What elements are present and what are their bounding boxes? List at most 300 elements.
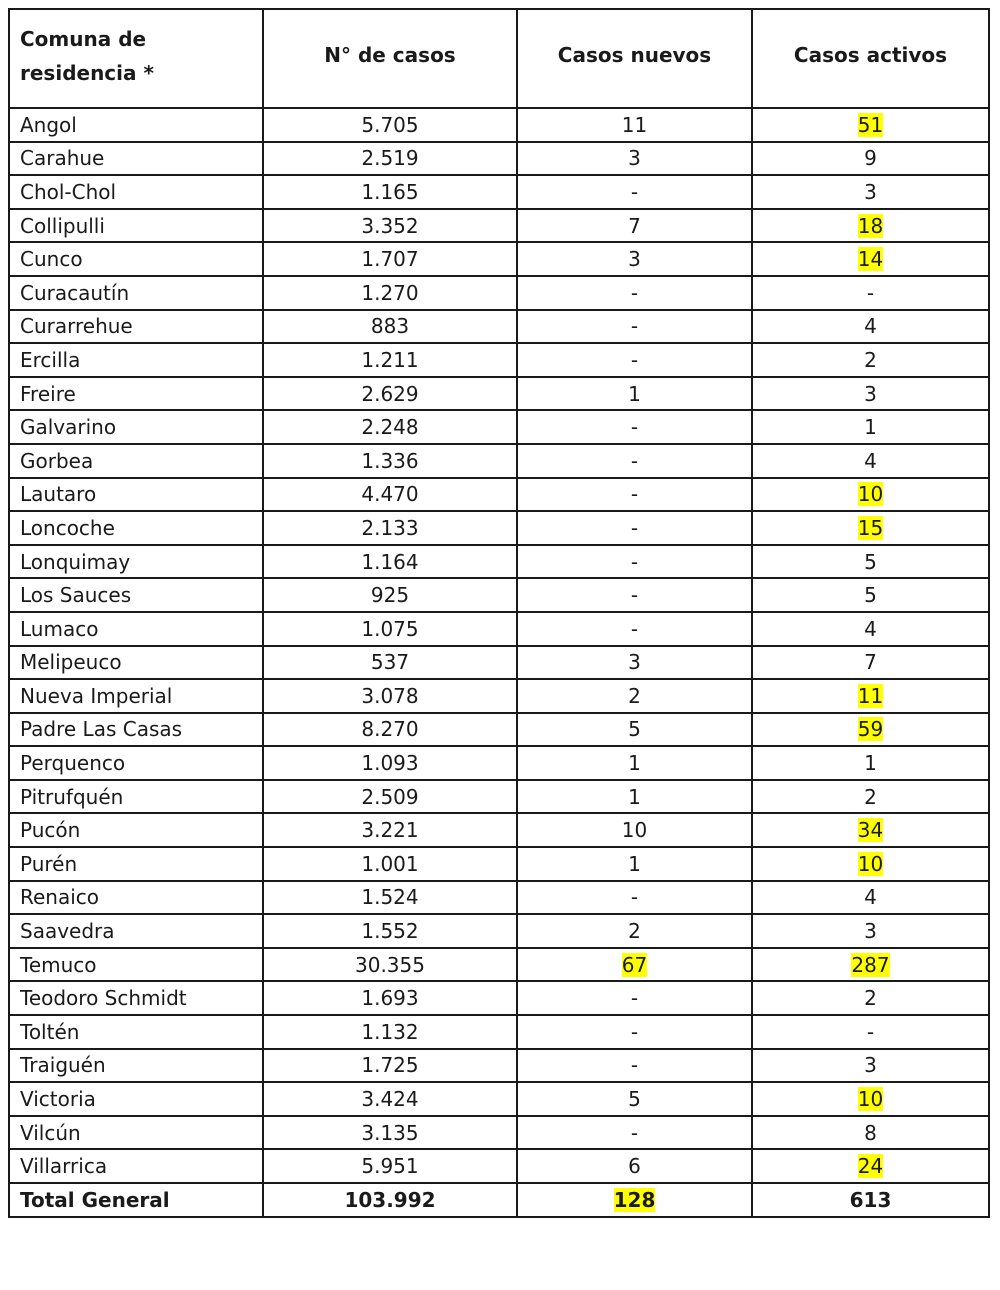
casos-activos-value: 5 — [864, 583, 877, 608]
casos-activos-value: 287 — [851, 952, 890, 977]
n-casos-cell — [263, 276, 517, 310]
n-casos-value: 1.001 — [361, 851, 419, 876]
n-casos-value: 1.164 — [361, 549, 419, 574]
n-casos-cell — [263, 242, 517, 276]
comuna-value: Galvarino — [20, 415, 117, 440]
comuna-value: Villarrica — [20, 1154, 108, 1179]
casos-nuevos-cell — [517, 813, 752, 847]
casos-activos-value: 2 — [864, 347, 877, 372]
casos-activos-cell — [752, 1183, 989, 1217]
comuna-cell — [9, 377, 263, 411]
casos-nuevos-cell — [517, 1183, 752, 1217]
casos-nuevos-value: - — [630, 616, 639, 641]
comuna-value: Nueva Imperial — [20, 683, 173, 708]
comuna-cell — [9, 545, 263, 579]
comuna-cell — [9, 142, 263, 176]
n-casos-value: 3.424 — [361, 1087, 419, 1112]
total-row — [9, 1183, 989, 1217]
table-row — [9, 545, 989, 579]
table-row — [9, 914, 989, 948]
n-casos-cell — [263, 746, 517, 780]
casos-activos-cell — [752, 881, 989, 915]
comuna-cell — [9, 242, 263, 276]
table-row — [9, 746, 989, 780]
casos-activos-cell — [752, 914, 989, 948]
n-casos-cell — [263, 444, 517, 478]
casos-activos-cell — [752, 310, 989, 344]
casos-activos-cell — [752, 813, 989, 847]
table-row — [9, 1116, 989, 1150]
comuna-cell — [9, 881, 263, 915]
comuna-value: Melipeuco — [20, 650, 122, 675]
casos-activos-value: - — [866, 1019, 875, 1044]
casos-activos-value: 14 — [857, 247, 884, 272]
casos-nuevos-value: 2 — [628, 919, 641, 944]
table-row — [9, 209, 989, 243]
comuna-value: Toltén — [20, 1019, 80, 1044]
casos-activos-cell — [752, 780, 989, 814]
comuna-cell — [9, 1116, 263, 1150]
comuna-value: Purén — [20, 851, 78, 876]
comuna-cell — [9, 813, 263, 847]
casos-activos-cell — [752, 1116, 989, 1150]
n-casos-value: 2.133 — [361, 515, 419, 540]
casos-nuevos-cell — [517, 209, 752, 243]
casos-activos-cell — [752, 108, 989, 142]
casos-nuevos-cell — [517, 746, 752, 780]
table-row — [9, 679, 989, 713]
comuna-value: Vilcún — [20, 1120, 81, 1145]
comuna-value: Lumaco — [20, 616, 99, 641]
casos-nuevos-value: 3 — [628, 650, 641, 675]
comuna-cell — [9, 1082, 263, 1116]
comuna-value: Renaico — [20, 885, 100, 910]
table-row — [9, 511, 989, 545]
casos-activos-cell — [752, 444, 989, 478]
table-row — [9, 108, 989, 142]
n-casos-cell — [263, 1082, 517, 1116]
n-casos-value: 2.509 — [361, 784, 419, 809]
comuna-value: Gorbea — [20, 448, 94, 473]
comuna-value: Perquenco — [20, 751, 126, 776]
n-casos-cell — [263, 1015, 517, 1049]
header-row — [9, 9, 989, 108]
casos-activos-value: - — [866, 280, 875, 305]
casos-nuevos-value: 2 — [628, 683, 641, 708]
header-casos-nuevos: Casos nuevos — [517, 9, 752, 108]
casos-nuevos-value: - — [630, 583, 639, 608]
casos-nuevos-value: 1 — [628, 851, 641, 876]
header-casos-activos: Casos activos — [752, 9, 989, 108]
casos-nuevos-cell — [517, 780, 752, 814]
casos-activos-cell — [752, 545, 989, 579]
comuna-cell — [9, 175, 263, 209]
n-casos-cell — [263, 545, 517, 579]
casos-activos-cell — [752, 276, 989, 310]
comuna-cell — [9, 444, 263, 478]
casos-activos-value: 10 — [857, 1087, 884, 1112]
n-casos-cell — [263, 948, 517, 982]
n-casos-value: 8.270 — [361, 717, 419, 742]
n-casos-value: 883 — [370, 314, 410, 339]
table-row — [9, 444, 989, 478]
n-casos-cell — [263, 847, 517, 881]
n-casos-cell — [263, 612, 517, 646]
n-casos-value: 1.165 — [361, 179, 419, 204]
casos-nuevos-value: - — [630, 448, 639, 473]
casos-activos-value: 51 — [857, 112, 884, 137]
comuna-value: Temuco — [20, 952, 97, 977]
casos-nuevos-value: - — [630, 314, 639, 339]
casos-activos-value: 10 — [857, 482, 884, 507]
n-casos-cell — [263, 881, 517, 915]
casos-nuevos-cell — [517, 276, 752, 310]
n-casos-cell — [263, 1049, 517, 1083]
comuna-value: Loncoche — [20, 515, 115, 540]
header-comuna: Comuna de residencia * — [9, 9, 263, 108]
casos-nuevos-value: - — [630, 280, 639, 305]
casos-nuevos-value: 67 — [621, 952, 648, 977]
casos-nuevos-cell — [517, 444, 752, 478]
comuna-cell — [9, 948, 263, 982]
comuna-cell — [9, 276, 263, 310]
casos-activos-value: 24 — [857, 1154, 884, 1179]
table-row — [9, 310, 989, 344]
casos-nuevos-cell — [517, 310, 752, 344]
comuna-value: Freire — [20, 381, 76, 406]
n-casos-value: 103.992 — [344, 1187, 436, 1212]
table-row — [9, 1015, 989, 1049]
table-row — [9, 1082, 989, 1116]
casos-nuevos-cell — [517, 343, 752, 377]
casos-activos-value: 5 — [864, 549, 877, 574]
table-row — [9, 343, 989, 377]
comuna-value: Cunco — [20, 247, 83, 272]
casos-activos-value: 1 — [864, 751, 877, 776]
casos-nuevos-cell — [517, 679, 752, 713]
n-casos-cell — [263, 713, 517, 747]
casos-activos-value: 1 — [864, 415, 877, 440]
comuna-cell — [9, 612, 263, 646]
header-n-casos: N° de casos — [263, 9, 517, 108]
n-casos-value: 30.355 — [355, 952, 425, 977]
n-casos-value: 3.078 — [361, 683, 419, 708]
comuna-value: Los Sauces — [20, 583, 132, 608]
casos-activos-cell — [752, 948, 989, 982]
comuna-value: Collipulli — [20, 213, 105, 238]
comuna-value: Padre Las Casas — [20, 717, 183, 742]
comuna-value: Curacautín — [20, 280, 130, 305]
n-casos-cell — [263, 478, 517, 512]
table-row — [9, 242, 989, 276]
n-casos-value: 1.211 — [361, 347, 419, 372]
table-row — [9, 1149, 989, 1183]
n-casos-cell — [263, 310, 517, 344]
casos-nuevos-value: - — [630, 986, 639, 1011]
comuna-value: Saavedra — [20, 919, 115, 944]
casos-nuevos-cell — [517, 713, 752, 747]
comuna-value: Lautaro — [20, 482, 97, 507]
casos-activos-value: 4 — [864, 616, 877, 641]
casos-activos-value: 3 — [864, 381, 877, 406]
comuna-cell — [9, 1049, 263, 1083]
n-casos-cell — [263, 646, 517, 680]
casos-activos-value: 11 — [857, 683, 884, 708]
table-row — [9, 175, 989, 209]
casos-activos-value: 18 — [857, 213, 884, 238]
table-row — [9, 410, 989, 444]
casos-nuevos-cell — [517, 142, 752, 176]
casos-nuevos-value: - — [630, 415, 639, 440]
comuna-value: Teodoro Schmidt — [20, 986, 187, 1011]
comuna-cell — [9, 646, 263, 680]
n-casos-value: 2.519 — [361, 146, 419, 171]
n-casos-cell — [263, 578, 517, 612]
comuna-cell — [9, 981, 263, 1015]
n-casos-value: 1.075 — [361, 616, 419, 641]
comuna-cell — [9, 1183, 263, 1217]
casos-nuevos-value: 3 — [628, 247, 641, 272]
casos-nuevos-value: 3 — [628, 146, 641, 171]
casos-nuevos-value: - — [630, 1120, 639, 1145]
casos-activos-value: 2 — [864, 986, 877, 1011]
table-row — [9, 813, 989, 847]
casos-activos-value: 15 — [857, 515, 884, 540]
n-casos-cell — [263, 108, 517, 142]
table-row — [9, 478, 989, 512]
casos-activos-cell — [752, 612, 989, 646]
comuna-cell — [9, 343, 263, 377]
casos-activos-value: 9 — [864, 146, 877, 171]
casos-nuevos-value: 1 — [628, 784, 641, 809]
casos-nuevos-value: - — [630, 347, 639, 372]
comuna-value: Pitrufquén — [20, 784, 124, 809]
casos-nuevos-value: 5 — [628, 1087, 641, 1112]
casos-nuevos-value: 1 — [628, 751, 641, 776]
casos-activos-cell — [752, 578, 989, 612]
casos-nuevos-value: - — [630, 482, 639, 507]
casos-activos-cell — [752, 343, 989, 377]
table-row — [9, 713, 989, 747]
casos-activos-cell — [752, 847, 989, 881]
casos-nuevos-value: - — [630, 1019, 639, 1044]
n-casos-value: 2.248 — [361, 415, 419, 440]
casos-activos-cell — [752, 746, 989, 780]
comuna-value: Traiguén — [20, 1053, 106, 1078]
n-casos-value: 3.352 — [361, 213, 419, 238]
casos-nuevos-cell — [517, 578, 752, 612]
casos-activos-value: 7 — [864, 650, 877, 675]
casos-activos-value: 3 — [864, 919, 877, 944]
casos-activos-value: 2 — [864, 784, 877, 809]
casos-activos-cell — [752, 1015, 989, 1049]
comuna-cell — [9, 914, 263, 948]
casos-activos-cell — [752, 713, 989, 747]
casos-nuevos-cell — [517, 175, 752, 209]
comuna-cell — [9, 478, 263, 512]
n-casos-cell — [263, 175, 517, 209]
n-casos-cell — [263, 914, 517, 948]
comuna-cell — [9, 780, 263, 814]
n-casos-value: 1.336 — [361, 448, 419, 473]
n-casos-cell — [263, 679, 517, 713]
n-casos-cell — [263, 981, 517, 1015]
casos-nuevos-cell — [517, 1082, 752, 1116]
casos-activos-cell — [752, 1082, 989, 1116]
n-casos-cell — [263, 1183, 517, 1217]
n-casos-value: 925 — [370, 583, 410, 608]
n-casos-cell — [263, 511, 517, 545]
casos-activos-cell — [752, 511, 989, 545]
n-casos-value: 1.725 — [361, 1053, 419, 1078]
casos-nuevos-cell — [517, 847, 752, 881]
casos-nuevos-value: 128 — [613, 1187, 656, 1212]
comuna-cell — [9, 578, 263, 612]
casos-activos-value: 4 — [864, 448, 877, 473]
casos-nuevos-value: 11 — [621, 112, 648, 137]
n-casos-value: 1.693 — [361, 986, 419, 1011]
comuna-cell — [9, 679, 263, 713]
casos-nuevos-value: - — [630, 1053, 639, 1078]
table-row — [9, 881, 989, 915]
table-row — [9, 646, 989, 680]
casos-nuevos-cell — [517, 511, 752, 545]
casos-nuevos-cell — [517, 1049, 752, 1083]
casos-activos-value: 10 — [857, 851, 884, 876]
table-row — [9, 981, 989, 1015]
n-casos-value: 537 — [370, 650, 410, 675]
comuna-value: Pucón — [20, 818, 81, 843]
comuna-value: Total General — [20, 1187, 170, 1212]
table-row — [9, 1049, 989, 1083]
casos-nuevos-cell — [517, 981, 752, 1015]
casos-activos-value: 4 — [864, 885, 877, 910]
n-casos-value: 2.629 — [361, 381, 419, 406]
casos-activos-cell — [752, 209, 989, 243]
comuna-cell — [9, 310, 263, 344]
casos-nuevos-cell — [517, 377, 752, 411]
covid-cases-by-commune-table — [8, 8, 990, 1218]
casos-nuevos-value: 10 — [621, 818, 648, 843]
casos-activos-value: 4 — [864, 314, 877, 339]
table-row — [9, 578, 989, 612]
casos-activos-cell — [752, 646, 989, 680]
casos-activos-cell — [752, 175, 989, 209]
casos-nuevos-cell — [517, 646, 752, 680]
casos-nuevos-cell — [517, 545, 752, 579]
casos-nuevos-cell — [517, 108, 752, 142]
casos-activos-value: 34 — [857, 818, 884, 843]
casos-nuevos-value: 1 — [628, 381, 641, 406]
casos-nuevos-cell — [517, 478, 752, 512]
comuna-cell — [9, 209, 263, 243]
comuna-cell — [9, 1149, 263, 1183]
casos-nuevos-cell — [517, 1149, 752, 1183]
n-casos-value: 1.707 — [361, 247, 419, 272]
n-casos-value: 1.093 — [361, 751, 419, 776]
casos-nuevos-value: - — [630, 515, 639, 540]
casos-nuevos-value: 6 — [628, 1154, 641, 1179]
casos-activos-cell — [752, 679, 989, 713]
n-casos-cell — [263, 377, 517, 411]
n-casos-cell — [263, 410, 517, 444]
casos-activos-cell — [752, 410, 989, 444]
casos-activos-value: 613 — [849, 1187, 892, 1212]
table-row — [9, 612, 989, 646]
table-row — [9, 948, 989, 982]
n-casos-value: 5.951 — [361, 1154, 419, 1179]
casos-activos-value: 3 — [864, 1053, 877, 1078]
n-casos-value: 4.470 — [361, 482, 419, 507]
n-casos-value: 3.221 — [361, 818, 419, 843]
n-casos-value: 1.132 — [361, 1019, 419, 1044]
comuna-value: Chol-Chol — [20, 179, 117, 204]
n-casos-value: 5.705 — [361, 112, 419, 137]
n-casos-cell — [263, 209, 517, 243]
comuna-value: Ercilla — [20, 347, 81, 372]
casos-nuevos-cell — [517, 914, 752, 948]
n-casos-cell — [263, 780, 517, 814]
table-row — [9, 142, 989, 176]
n-casos-cell — [263, 1116, 517, 1150]
casos-nuevos-value: 7 — [628, 213, 641, 238]
casos-activos-cell — [752, 242, 989, 276]
casos-nuevos-cell — [517, 612, 752, 646]
comuna-value: Angol — [20, 112, 77, 137]
n-casos-cell — [263, 1149, 517, 1183]
comuna-cell — [9, 108, 263, 142]
casos-activos-cell — [752, 1049, 989, 1083]
casos-activos-cell — [752, 142, 989, 176]
casos-nuevos-value: 5 — [628, 717, 641, 742]
n-casos-cell — [263, 343, 517, 377]
casos-activos-cell — [752, 1149, 989, 1183]
table-row — [9, 377, 989, 411]
comuna-value: Carahue — [20, 146, 105, 171]
comuna-cell — [9, 847, 263, 881]
casos-activos-value: 8 — [864, 1120, 877, 1145]
comuna-cell — [9, 1015, 263, 1049]
casos-nuevos-value: - — [630, 885, 639, 910]
casos-nuevos-value: - — [630, 549, 639, 574]
table-body — [9, 108, 989, 1217]
casos-nuevos-cell — [517, 948, 752, 982]
table-row — [9, 847, 989, 881]
casos-activos-cell — [752, 478, 989, 512]
casos-nuevos-value: - — [630, 179, 639, 204]
casos-nuevos-cell — [517, 1116, 752, 1150]
comuna-cell — [9, 746, 263, 780]
comuna-value: Victoria — [20, 1087, 96, 1112]
comuna-value: Lonquimay — [20, 549, 131, 574]
casos-activos-cell — [752, 981, 989, 1015]
n-casos-value: 1.524 — [361, 885, 419, 910]
casos-nuevos-cell — [517, 881, 752, 915]
casos-activos-value: 3 — [864, 179, 877, 204]
n-casos-value: 1.270 — [361, 280, 419, 305]
comuna-value: Curarrehue — [20, 314, 133, 339]
casos-activos-value: 59 — [857, 717, 884, 742]
table-row — [9, 276, 989, 310]
n-casos-value: 3.135 — [361, 1120, 419, 1145]
n-casos-cell — [263, 142, 517, 176]
comuna-cell — [9, 511, 263, 545]
comuna-cell — [9, 410, 263, 444]
n-casos-value: 1.552 — [361, 919, 419, 944]
comuna-cell — [9, 713, 263, 747]
casos-nuevos-cell — [517, 1015, 752, 1049]
table-row — [9, 780, 989, 814]
